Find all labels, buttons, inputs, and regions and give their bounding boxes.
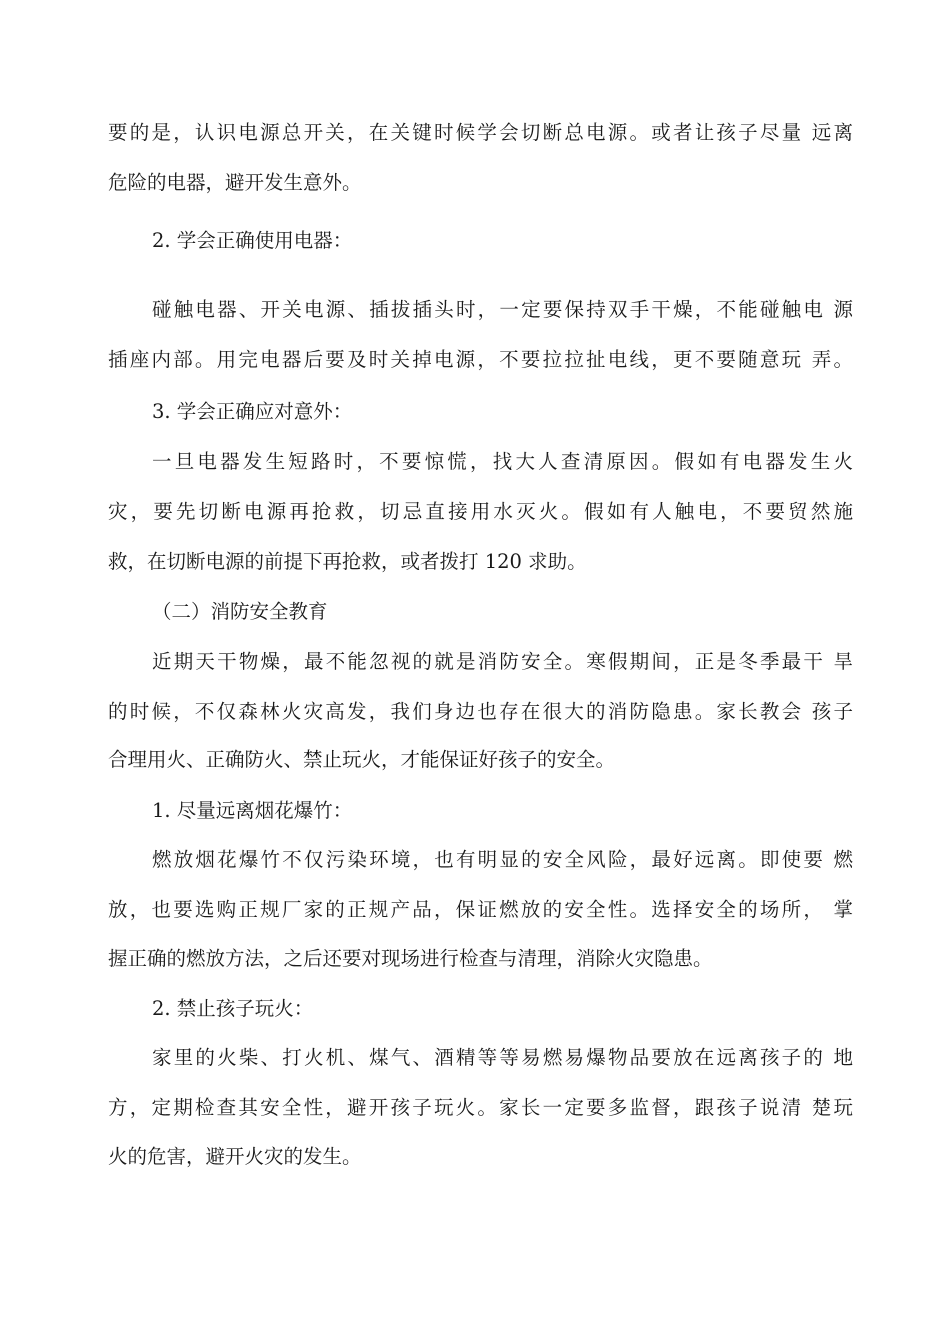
paragraph-line: 近期天干物燥，最不能忽视的就是消防安全。寒假期间，正是冬季最干 旱 — [152, 650, 853, 673]
paragraph-line: 放，也要选购正规厂家的正规产品，保证燃放的安全性。选择安全的场所， 掌 — [108, 898, 853, 921]
paragraph-line: 家里的火柴、打火机、煤气、酒精等等易燃易爆物品要放在远离孩子的 地 — [152, 1046, 853, 1069]
paragraph-line: 一旦电器发生短路时，不要惊慌，找大人查清原因。假如有电器发生火 — [152, 450, 853, 473]
paragraph-line: 灾，要先切断电源再抢救，切忌直接用水灭火。假如有人触电，不要贸然施 — [108, 500, 853, 523]
paragraph-line: 插座内部。用完电器后要及时关掉电源，不要拉拉扯电线，更不要随意玩 弄。 — [108, 348, 853, 371]
paragraph-line: 要的是，认识电源总开关，在关键时候学会切断总电源。或者让孩子尽量 远离 — [108, 121, 853, 144]
section-heading: （二）消防安全教育 — [152, 600, 328, 623]
paragraph-line: 危险的电器，避开发生意外。 — [108, 171, 362, 194]
section-heading: 2. 学会正确使用电器： — [152, 229, 353, 252]
paragraph-line: 握正确的燃放方法，之后还要对现场进行检查与清理，消除火灾隐患。 — [108, 947, 713, 970]
paragraph-line: 合理用火、正确防火、禁止玩火，才能保证好孩子的安全。 — [108, 748, 616, 771]
paragraph-line: 碰触电器、开关电源、插拔插头时，一定要保持双手干燥，不能碰触电 源 — [152, 298, 853, 321]
section-heading: 1. 尽量远离烟花爆竹： — [152, 799, 353, 822]
section-heading: 3. 学会正确应对意外： — [152, 400, 353, 423]
paragraph-line: 的时候，不仅森林火灾高发，我们身边也存在很大的消防隐患。家长教会 孩子 — [108, 700, 853, 723]
paragraph-line: 救，在切断电源的前提下再抢救，或者拨打 120 求助。 — [108, 550, 587, 573]
paragraph-line: 火的危害，避开火灾的发生。 — [108, 1145, 362, 1168]
paragraph-line: 方，定期检查其安全性，避开孩子玩火。家长一定要多监督，跟孩子说清 楚玩 — [108, 1096, 853, 1119]
paragraph-line: 燃放烟花爆竹不仅污染环境，也有明显的安全风险，最好远离。即使要 燃 — [152, 848, 853, 871]
section-heading: 2. 禁止孩子玩火： — [152, 997, 314, 1020]
